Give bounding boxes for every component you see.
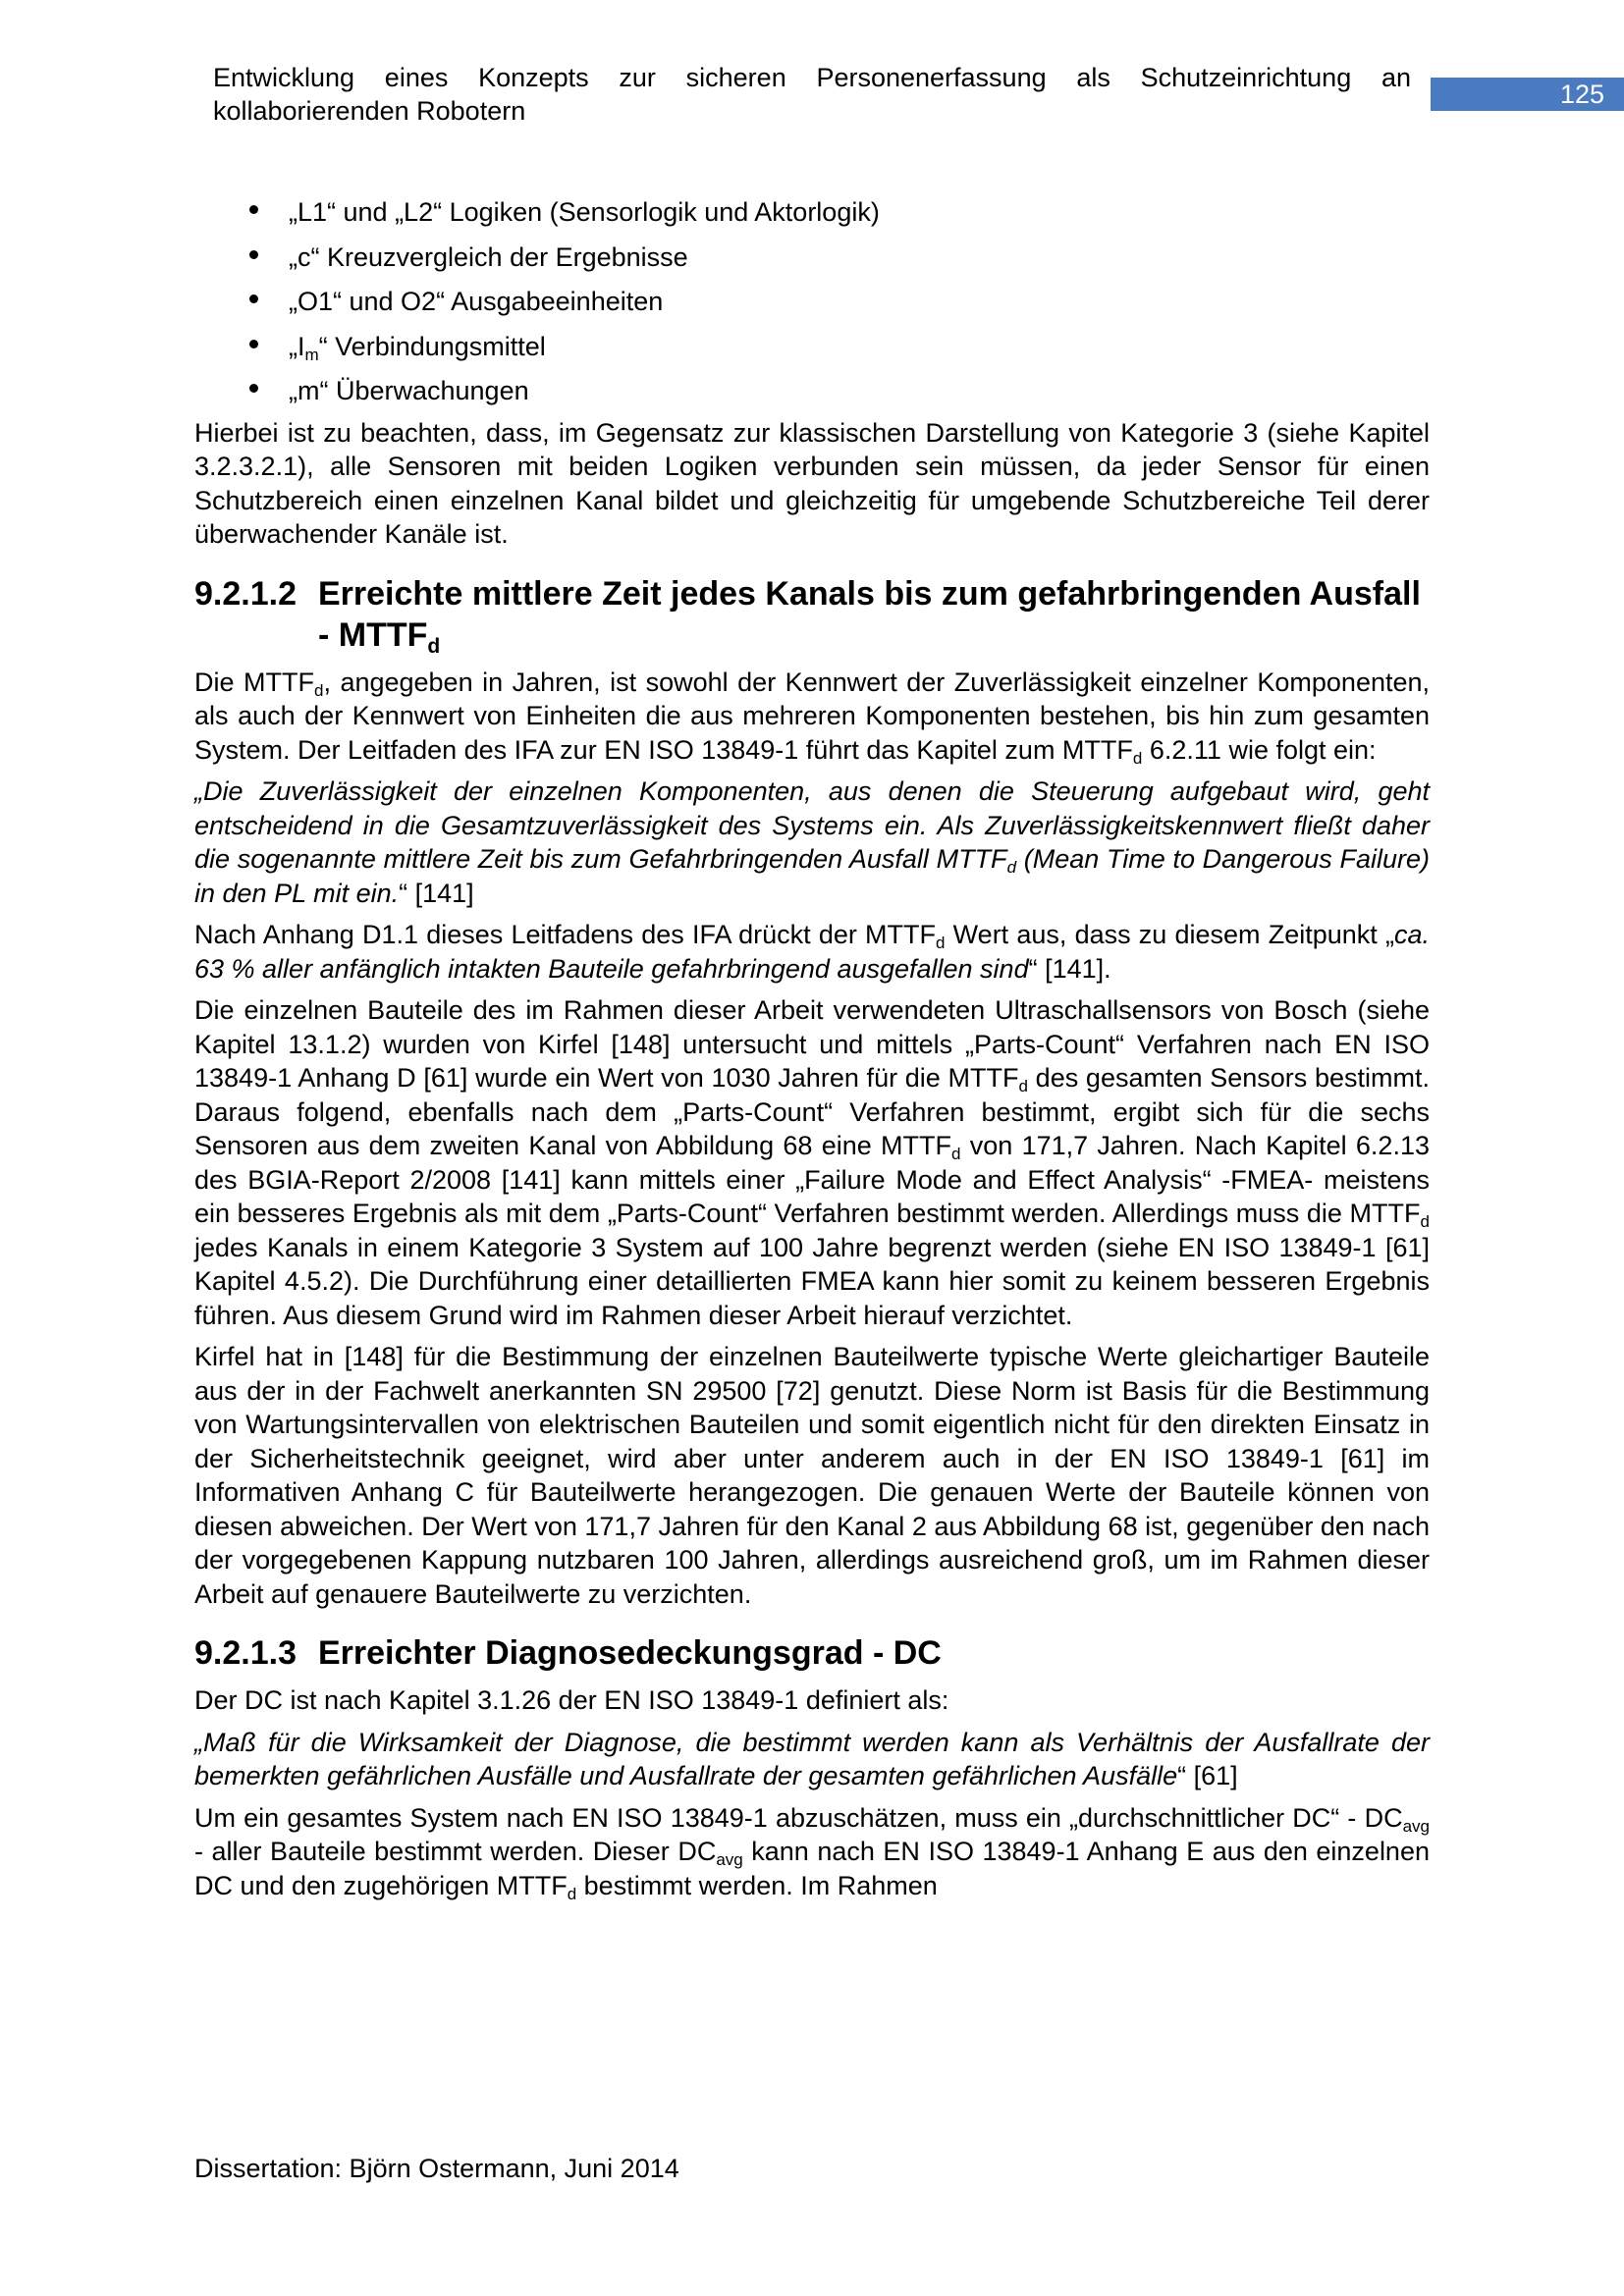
running-header <box>213 61 1411 128</box>
bullet-icon <box>249 205 258 214</box>
section-title: Erreichte mittlere Zeit jedes Kanals bis zum gefahrbringenden Ausfall - $MTTF_d$ <box>318 574 1421 658</box>
bullet-icon <box>249 294 258 303</box>
bullet-icon <box>249 250 258 259</box>
paragraph-dc-avg: Um ein gesamtes System nach EN ISO 13849-1 abzuschätzen, muss ein „durchschnittlicher DC“ - $DC_{avg}$ - aller Bauteile bestimmt werden. Dieser $DC_{avg}$ kann nach EN ISO 13849-1 Anhang E aus den einzelnen DC und den zugehörigen $MTTF_d$ bestimmt werden. Im Rahmen <box>194 1802 1430 1903</box>
list-item: „m“ Überwachungen <box>194 371 1430 416</box>
section-heading-9-2-1-3 <box>194 1632 1430 1674</box>
paragraph-annex-d11: Nach Anhang D1.1 dieses Leitfadens des IFA drückt der $MTTF_d$ Wert aus, dass zu diesem Zeitpunkt „ca. 63 % aller anfänglich intakten Bauteile gefahrbringend ausgefallen sind“ [141]. <box>194 920 1430 984</box>
paragraph-intro: Hierbei ist zu beachten, dass, im Gegensatz zur klassischen Darstellung von Kategorie 3 (siehe Kapitel 3.2.3.2.1), alle Sensoren mit beiden Logiken verbunden sein müssen, da jeder Sensor für einen Schutzbereich einen einzelnen Kanal bildet und gleichzeitig für umgebende Schutzbereiche Teil derer überwachender Kanäle ist. <box>194 417 1430 549</box>
bullet-icon <box>249 340 258 348</box>
page-footer: Dissertation: Björn Ostermann, Juni 2014 <box>194 2154 679 2183</box>
section-heading-9-2-1-2 <box>194 573 1430 656</box>
paragraph-bosch-sensor: Die einzelnen Bauteile des im Rahmen dieser Arbeit verwendeten Ultraschallsensors von Bosch (siehe Kapitel 13.1.2) wurden von Kirfel [148] untersucht und mittels „Parts-Count“ Verfahren nach EN ISO 13849-1 Anhang D [61] wurde ein Wert von 1030 Jahren für die $MTTF_d$ des gesamten Sensors bestimmt. Daraus folgend, ebenfalls nach dem „Parts-Count“ Verfahren bestimmt, ergibt sich für die sechs Sensoren aus dem zweiten Kanal von Abbildung 68 eine $MTTF_d$ von 171,7 Jahren. Nach Kapitel 6.2.13 des BGIA-Report 2/2008 [141] kann mittels einer „Failure Mode and Effect Analysis“ -FMEA- meistens ein besseres Ergebnis als mit dem „Parts-Count“ Verfahren bestimmt werden. Allerdings muss die $MTTF_d$ jedes Kanals in einem Kategorie 3 System auf 100 Jahre begrenzt werden (siehe EN ISO 13849-1 [61] Kapitel 4.5.2). Die Durchführung einer detaillierten FMEA kann hier somit zu keinem besseren Ergebnis führen. Aus diesem Grund wird im Rahmen dieser Arbeit hierauf verzichtet. <box>194 995 1430 1330</box>
list-item: „L1“ und „L2“ Logiken (Sensorlogik und Aktorlogik) <box>194 192 1430 238</box>
paragraph-dc-definition: Der DC ist nach Kapitel 3.1.26 der EN ISO 13849-1 definiert als: <box>194 1685 949 1715</box>
header-title-line-1: Entwicklung eines Konzepts zur sicheren Personenerfassung als Schutzeinrichtung an <box>213 63 1411 92</box>
page-number-badge: 125 <box>1431 78 1624 111</box>
section-title: Erreichter Diagnosedeckungsgrad - DC <box>318 1634 942 1672</box>
paragraph-mttfd-definition: Die $MTTF_d$, angegeben in Jahren, ist sowohl der Kennwert der Zuverlässigkeit einzelner Komponenten, als auch der Kennwert von Einheiten die aus mehreren Komponenten bestehen, bis hin zum gesamten System. Der Leitfaden des IFA zur EN ISO 13849-1 führt das Kapitel zum $MTTF_d$ 6.2.11 wie folgt ein: <box>194 667 1431 768</box>
bullet-list <box>194 192 1430 416</box>
quote-ifa-reliability: „Die Zuverlässigkeit der einzelnen Komponenten, aus denen die Steuerung aufgebaut wird, geht entscheidend in die Gesamtzuverlässigkeit des Systems ein. Als Zuverlässigkeitskennwert fließt daher die sogenannte mittlere Zeit bis zum Gefahrbringenden Ausfall $MTTF_d$ (Mean Time to Dangerous Failure) in den PL mit ein.“ [141] <box>194 776 1430 908</box>
bullet-icon <box>249 384 258 393</box>
section-number: 9.2.1.3 <box>194 1634 297 1672</box>
list-item: „c“ Kreuzvergleich der Ergebnisse <box>194 238 1430 283</box>
header-title-line-2: kollaborierenden Robotern <box>213 96 526 126</box>
quote-dc-definition: „Maß für die Wirksamkeit der Diagnose, die bestimmt werden kann als Verhältnis der Ausfallrate der bemerkten gefährlichen Ausfälle und Ausfallrate der gesamten gefährlichen Ausfälle“ [61] <box>194 1727 1430 1790</box>
paragraph-kirfel-sn29500: Kirfel hat in [148] für die Bestimmung der einzelnen Bauteilwerte typische Werte gleichartiger Bauteile aus der in der Fachwelt anerkannten SN 29500 [72] genutzt. Diese Norm ist Basis für die Bestimmung von Wartungsintervallen von elektrischen Bauteilen und somit eigentlich nicht für den direkten Einsatz in der Sicherheitstechnik geeignet, wird aber unter anderem auch in der EN ISO 13849-1 [61] im Informativen Anhang C für Bauteilwerte herangezogen. Die genauen Werte der Bauteile können von diesen abweichen. Der Wert von 171,7 Jahren für den Kanal 2 aus Abbildung 68 ist, gegenüber den nach der vorgegebenen Kappung nutzbaren 100 Jahren, allerdings ausreichend groß, um im Rahmen dieser Arbeit auf genauere Bauteilwerte zu verzichten. <box>194 1342 1430 1609</box>
page-body <box>194 192 1430 1910</box>
list-item: „O1“ und O2“ Ausgabeeinheiten <box>194 282 1430 327</box>
list-item: $„I_m“$ Verbindungsmittel <box>194 327 1430 372</box>
section-number: 9.2.1.2 <box>194 574 297 613</box>
